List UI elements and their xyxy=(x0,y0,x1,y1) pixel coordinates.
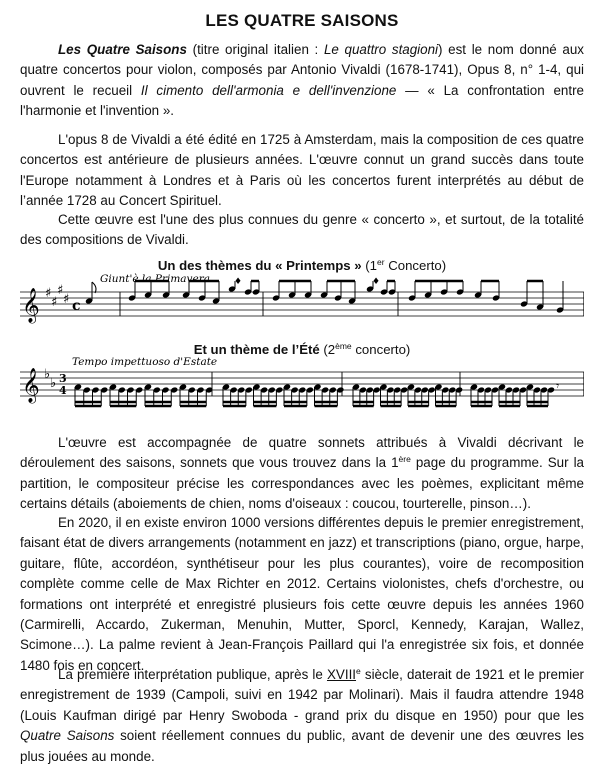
theme2-caption: Et un thème de l’Été (2ème concerto) xyxy=(193,341,411,357)
flat-icon xyxy=(44,367,56,391)
summer-tempo-marking: Tempo impettuoso d'Estate xyxy=(72,356,218,368)
paragraph-history: La première interprétation publique, après le XVIIIe siècle, daterait de 1921 et le premier enregistrement de 1939 (Campoli, suivi en 1942 par Molinari). Mais il faudra attendre 1948 (Louis Kaufman dirigé par Henry Swoboda - grand prix du disque en 1950) pour que les Quatre Saisons soient réellement connues du public, avant de devenir une des œuvres les plus jouées au monde. xyxy=(20,666,584,764)
svg-text:3: 3 xyxy=(59,372,67,385)
paragraph-opus: L'opus 8 de Vivaldi a été édité en 1725 à Amsterdam, mais la composition de ces quatre concertos est antérieure de plusieurs années. L'œuvre connut un grand succès dans toute l'Europe notamment à Londres et à Paris où les concertos furent interprétés au début de l’année 1728 au Concert Spirituel. xyxy=(20,132,584,209)
summer-notes xyxy=(74,372,559,406)
svg-text:♭: ♭ xyxy=(44,367,51,382)
time-signature-icon xyxy=(59,372,67,397)
svg-text:♭: ♭ xyxy=(50,376,57,391)
trill-mark: ♦ xyxy=(372,277,381,287)
paragraph-sonnets: L'œuvre est accompagnée de quatre sonnets attribués à Vivaldi décrivant le déroulement des saisons, sonnets que vous trouvez dans la 1ère page du programme. Sur la partition, le compositeur précise les correspondances avec les poèmes, explicitant même certains détails (aboiements de chien, noms d'oiseaux : coucou, tourterelle, pinson…). xyxy=(20,435,584,512)
work-title: Les Quatre Saisons xyxy=(58,42,187,57)
note-flag xyxy=(92,282,96,293)
svg-text:♯: ♯ xyxy=(57,283,64,298)
theme1-caption: Un des thèmes du « Printemps » (1er Concerto) xyxy=(157,257,447,273)
summer-theme-staff xyxy=(20,354,584,414)
trill-mark: ♦ xyxy=(234,277,243,287)
spring-tempo-marking: Giunt'è la Primavera xyxy=(100,273,210,285)
rest-icon: 𝄾 xyxy=(556,379,560,393)
treble-clef-icon: 𝄞 xyxy=(22,368,40,403)
common-time-icon: c xyxy=(72,298,81,314)
paragraph-fame: Cette œuvre est l'une des plus connues du genre « concerto », et surtout, de la totalité des compositions de Vivaldi. xyxy=(20,212,584,248)
svg-text:♯: ♯ xyxy=(45,286,52,301)
treble-clef-icon: 𝄞 xyxy=(22,288,40,323)
svg-text:♯: ♯ xyxy=(51,295,58,310)
collection-title: Il cimento dell'armonia e dell'invenzione xyxy=(140,82,397,98)
spring-theme-staff xyxy=(20,268,584,328)
page-title: LES QUATRE SAISONS xyxy=(205,11,399,30)
original-title: Le quattro stagioni xyxy=(323,42,439,57)
sharp-icon xyxy=(45,283,69,310)
century-numeral: XVIII xyxy=(326,667,357,682)
svg-text:♯: ♯ xyxy=(63,292,70,307)
paragraph-intro: Les Quatre Saisons (titre original italien : Le quattro stagioni) est le nom donné aux quatre concertos pour violon, composés par Antonio Vivaldi (1678-1741), Opus 8, n° 1-4, qui ouvrent le recueil Il cimento dell'armonia e dell'invenzione — « La confrontation entre l'harmonie et l'invention ». xyxy=(20,42,584,119)
svg-text:4: 4 xyxy=(59,384,67,397)
paragraph-recordings: En 2020, il en existe environ 1000 versions différentes depuis le premier enregistrement, faisant état de divers arrangements (notamment en jazz) et transcriptions (piano, orgue, harpe, guitare, flûte, accordéon, synthétiseur pour les plus courantes), voire de recomposition complète comme celle de Max Richter en 2012. Certains violonistes, chefs d'orchestre, ou formations ont interprété et enregistré plusieurs fois cette œuvre depuis les années 1960 (Carmirelli, Accardo, Zukerman, Menuhin, Mutter, Sporcl, Kennedy, Karajan, Wallez, Scimone…). La palme revient à Jean-François Paillard qui l'a enregistrée six fois, et donnée 1480 fois en concert. xyxy=(20,515,584,673)
